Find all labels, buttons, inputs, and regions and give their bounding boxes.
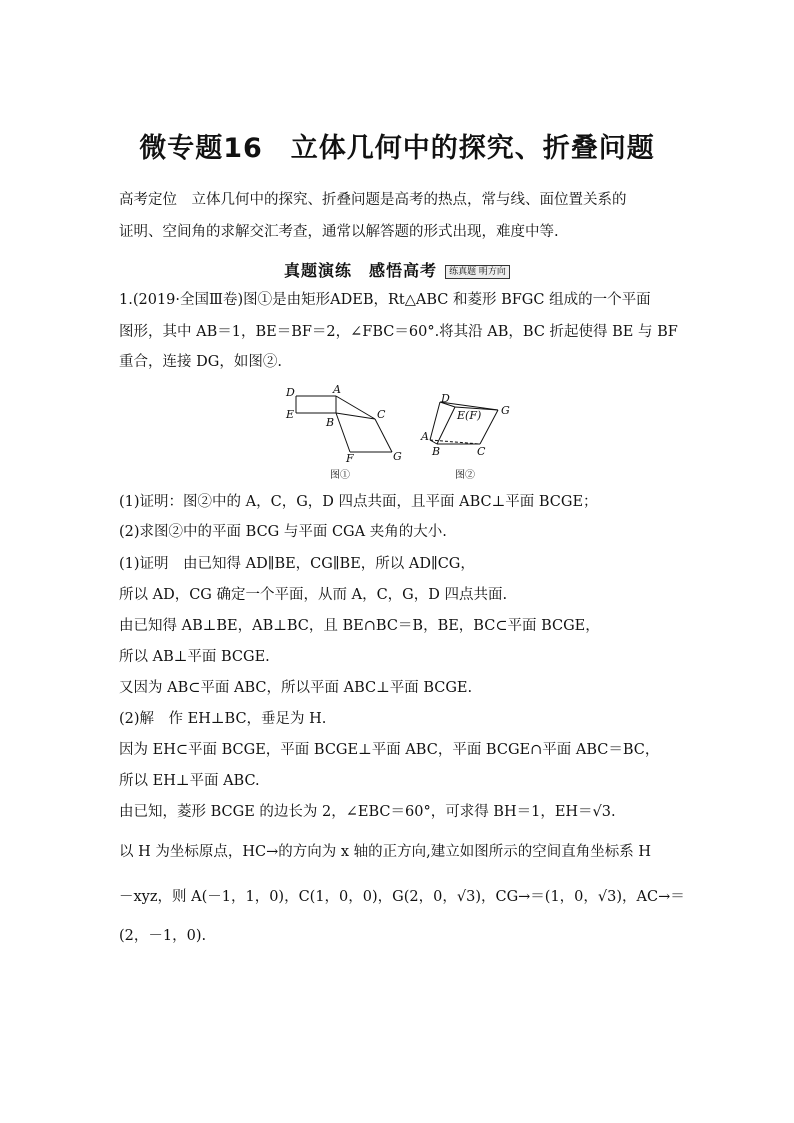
problem-line-1: 1.(2019·全国Ⅲ卷)图①是由矩形ADEB，Rt△ABC 和菱形 BFGC 组成的一个平面 [119, 292, 651, 308]
solution-line-8: 所以 EH⊥平面 ABC. [119, 773, 260, 789]
fig1-label-C: C [377, 408, 386, 421]
fig1-label-A: A [333, 383, 341, 396]
fig1-label-E: E [286, 408, 295, 421]
fig1-label-D: D [286, 386, 295, 399]
solution-line-7: 因为 EH⊂平面 BCGE，平面 BCGE⊥平面 ABC，平面 BCGE∩平面 ABC＝BC， [119, 742, 660, 758]
figure-2 [420, 392, 510, 481]
figure-svg [280, 382, 520, 482]
page-title: 微专题16 立体几何中的探究、折叠问题 [139, 133, 655, 164]
section-heading [0, 258, 794, 281]
fig2-label-D: D [441, 392, 450, 405]
solution-line-5: 又因为 AB⊂平面 ABC，所以平面 ABC⊥平面 BCGE. [119, 680, 473, 696]
problem-figure [280, 382, 520, 482]
solution-line-4: 所以 AB⊥平面 BCGE. [119, 649, 270, 665]
question-1: (1)证明：图②中的 A，C，G，D 四点共面，且平面 ABC⊥平面 BCGE； [119, 494, 598, 510]
fig1-label-G: G [393, 450, 402, 463]
section-heading-text: 真题演练 感悟高考 [284, 261, 438, 280]
solution-line-6: (2)解 作 EH⊥BC，垂足为 H. [119, 711, 327, 727]
solution-line-1: (1)证明 由已知得 AD∥BE，CG∥BE，所以 AD∥CG， [119, 556, 475, 572]
problem-line-2: 图形，其中 AB＝1，BE＝BF＝2，∠FBC＝60°.将其沿 AB，BC 折起使得 BE 与 BF [119, 324, 678, 340]
fig2-label-G: G [501, 404, 510, 417]
solution-line-2: 所以 AD，CG 确定一个平面，从而 A，C，G，D 四点共面. [119, 587, 508, 603]
solution-line-10: 以 H 为坐标原点，HC→的方向为 x 轴的正方向,建立如图所示的空间直角坐标系 H [119, 844, 652, 860]
intro-line-1: 高考定位 立体几何中的探究、折叠问题是高考的热点，常与线、面位置关系的 [119, 192, 627, 208]
solution-line-12: (2，－1，0). [119, 928, 207, 944]
fig2-label-A: A [421, 430, 429, 443]
problem-line-3: 重合，连接 DG，如图②. [119, 354, 282, 370]
fig1-label-F: F [346, 452, 354, 465]
solution-line-9: 由已知，菱形 BCGE 的边长为 2，∠EBC＝60°，可求得 BH＝1，EH＝√3. [119, 804, 616, 820]
intro-line-2: 证明、空间角的求解交汇考查，通常以解答题的形式出现，难度中等. [119, 224, 559, 240]
fig1-label-B: B [326, 416, 335, 429]
fig1-caption: 图① [330, 470, 350, 481]
section-tag: 练真题 明方向 [445, 265, 510, 279]
fig2-label-EF: E(F) [457, 409, 482, 422]
question-2: (2)求图②中的平面 BCG 与平面 CGA 夹角的大小. [119, 524, 447, 540]
fig2-caption: 图② [455, 470, 475, 481]
solution-line-11: －xyz，则 A(－1，1，0)，C(1，0，0)，G(2，0，√3)，CG→＝(1，0，√3)，AC→＝ [119, 889, 685, 905]
fig2-label-B: B [432, 445, 441, 458]
fig2-label-C: C [477, 445, 486, 458]
solution-line-3: 由已知得 AB⊥BE，AB⊥BC，且 BE∩BC＝B，BE，BC⊂平面 BCGE， [119, 618, 600, 634]
figure-1 [285, 383, 402, 481]
